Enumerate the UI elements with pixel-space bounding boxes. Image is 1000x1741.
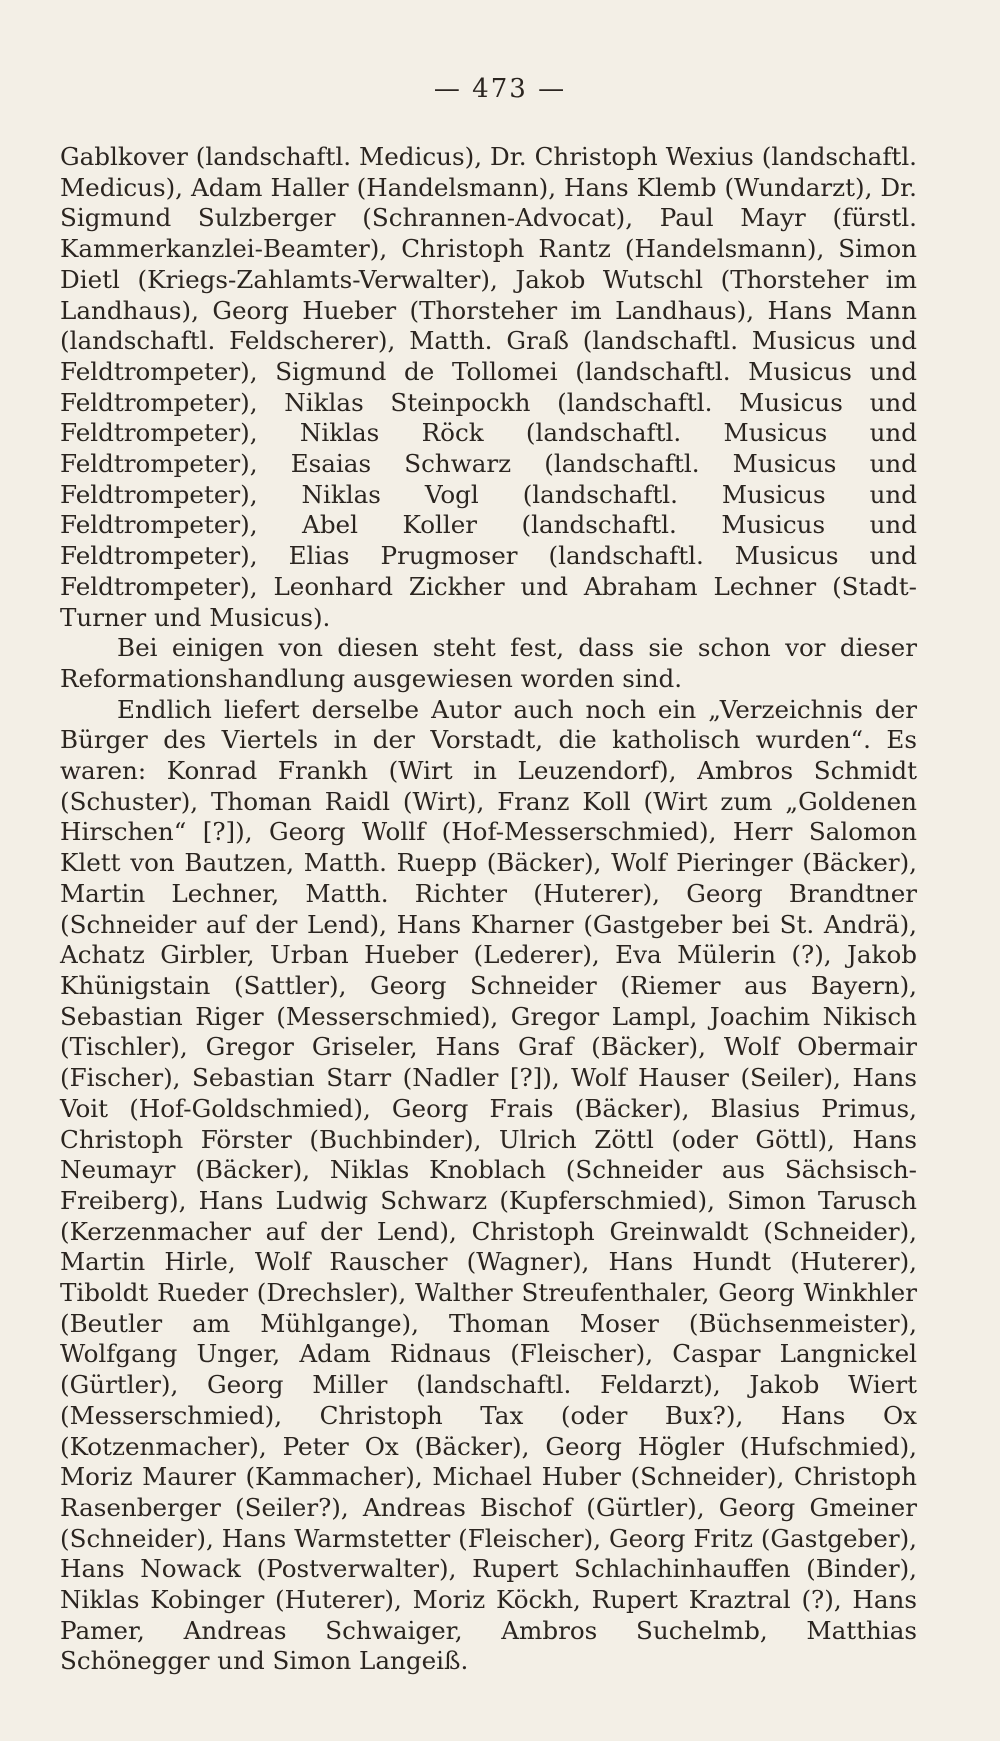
- paragraph-expulsion-note: Bei einigen von diesen steht fest, dass sie schon vor dieser Reformationshandlung ausgewiesen worden sind.: [60, 633, 917, 693]
- paragraph-list-of-officials: Gablkover (landschaftl. Medicus), Dr. Christoph Wexius (landschaftl. Medicus), Adam Haller (Handelsmann), Hans Klemb (Wundarzt), Dr. Sigmund Sulzberger (Schrannen-Advocat), Paul Mayr (fürstl. Kammerkanzlei-Beamter), Christoph Rantz (Handelsmann), Simon Dietl (Kriegs-Zahlamts-Verwalter), Jakob Wutschl (Thorsteher im Landhaus), Georg Hueber (Thorsteher im Landhaus), Hans Mann (landschaftl. Feldscherer), Matth. Graß (landschaftl. Musicus und Feldtrompeter), Sigmund de Tollomei (landschaftl. Musicus und Feldtrompeter), Niklas Steinpockh (landschaftl. Musicus und Feldtrompeter), Niklas Röck (landschaftl. Musicus und Feldtrompeter), Esaias Schwarz (landschaftl. Musicus und Feldtrompeter), Niklas Vogl (landschaftl. Musicus und Feldtrompeter), Abel Koller (landschaftl. Musicus und Feldtrompeter), Elias Prugmoser (landschaftl. Musicus und Feldtrompeter), Leonhard Zickher und Abraham Lechner (Stadt-Turner und Musicus).: [60, 142, 917, 632]
- body-text: [60, 142, 917, 1677]
- paragraph-catholic-citizens: Endlich liefert derselbe Autor auch noch ein „Verzeichnis der Bürger des Viertels in der Vorstadt, die katholisch wurden“. Es waren: Konrad Frankh (Wirt in Leuzendorf), Ambros Schmidt (Schuster), Thoman Raidl (Wirt), Franz Koll (Wirt zum „Goldenen Hirschen“ [?]), Georg Wollf (Hof-Messerschmied), Herr Salomon Klett von Bautzen, Matth. Ruepp (Bäcker), Wolf Pieringer (Bäcker), Martin Lechner, Matth. Richter (Huterer), Georg Brandtner (Schneider auf der Lend), Hans Kharner (Gastgeber bei St. Andrä), Achatz Girbler, Urban Hueber (Lederer), Eva Mülerin (?), Jakob Khünigstain (Sattler), Georg Schneider (Riemer aus Bayern), Sebastian Riger (Messerschmied), Gregor Lampl, Joachim Nikisch (Tischler), Gregor Griseler, Hans Graf (Bäcker), Wolf Obermair (Fischer), Sebastian Starr (Nadler [?]), Wolf Hauser (Seiler), Hans Voit (Hof-Goldschmied), Georg Frais (Bäcker), Blasius Primus, Christoph Förster (Buchbinder), Ulrich Zöttl (oder Göttl), Hans Neumayr (Bäcker), Niklas Knoblach (Schneider aus Sächsisch-Freiberg), Hans Ludwig Schwarz (Kupferschmied), Simon Tarusch (Kerzenmacher auf der Lend), Christoph Greinwaldt (Schneider), Martin Hirle, Wolf Rauscher (Wagner), Hans Hundt (Huterer), Tiboldt Rueder (Drechsler), Walther Streufenthaler, Georg Winkhler (Beutler am Mühlgange), Thoman Moser (Büchsenmeister), Wolfgang Unger, Adam Ridnaus (Fleischer), Caspar Langnickel (Gürtler), Georg Miller (landschaftl. Feldarzt), Jakob Wiert (Messerschmied), Christoph Tax (oder Bux?), Hans Ox (Kotzenmacher), Peter Ox (Bäcker), Georg Högler (Hufschmied), Moriz Maurer (Kammacher), Michael Huber (Schneider), Christoph Rasenberger (Seiler?), Andreas Bischof (Gürtler), Georg Gmeiner (Schneider), Hans Warmstetter (Fleischer), Georg Fritz (Gastgeber), Hans Nowack (Postverwalter), Rupert Schlachinhauffen (Binder), Niklas Kobinger (Huterer), Moriz Köckh, Rupert Kraztral (?), Hans Pamer, Andreas Schwaiger, Ambros Suchelmb, Matthias Schönegger und Simon Langeiß.: [60, 694, 917, 1676]
- page-number-header: — 473 —: [433, 74, 567, 104]
